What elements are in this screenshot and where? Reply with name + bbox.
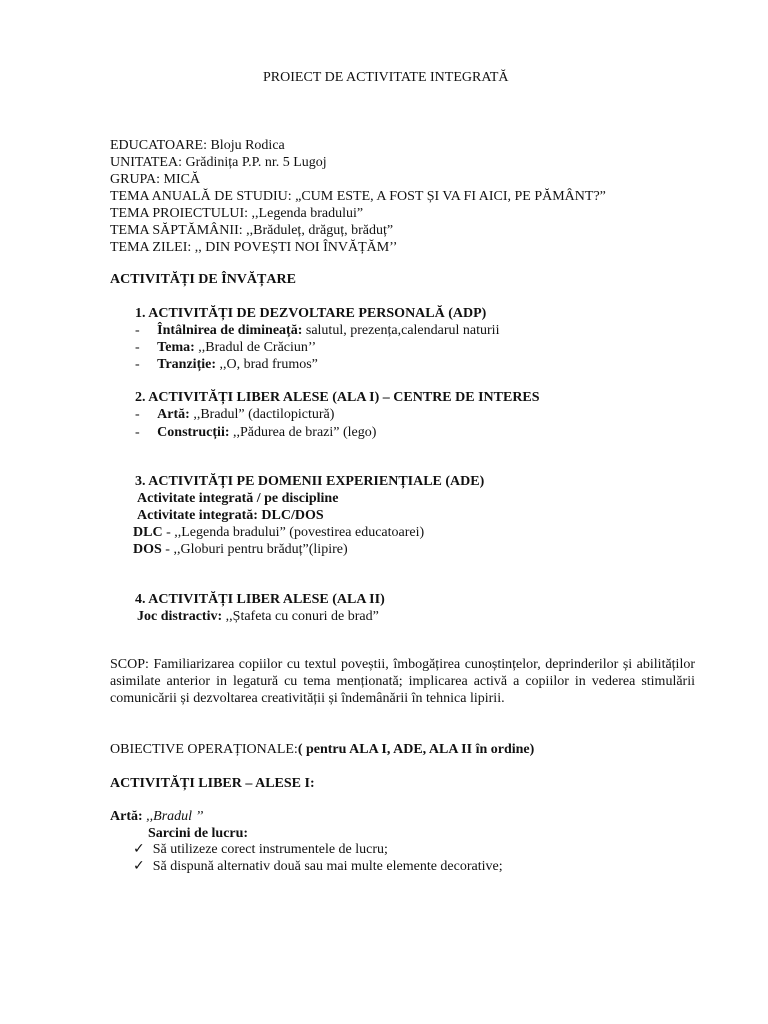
page-title: PROIECT DE ACTIVITATE INTEGRATĂ xyxy=(263,70,509,85)
task-text: Să utilizeze corect instrumentele de lucru; xyxy=(152,842,388,857)
arta-text: ,,Bradul ’’ xyxy=(142,809,204,824)
header-annual-theme: TEMA ANUALĂ DE STUDIU: „CUM ESTE, A FOST ȘI VA FI AICI, PE PĂMÂNT?” xyxy=(110,189,606,204)
item-text: ,,O, brad frumos” xyxy=(216,357,318,372)
scope-text: Familiarizarea copiilor cu textul poveștii, îmbogățirea cunoștințelor, deprinderilor și abilităților asimilate anterior in legatură cu tema menționată; implicarea activă a copiilor in vederea stimulării comunicării și dezvoltarea creativității și îndemânării în tehnica lipirii. xyxy=(110,657,696,706)
scope-paragraph xyxy=(110,656,695,707)
ala1-section-heading: ACTIVITĂȚI LIBER – ALESE I: xyxy=(110,776,315,791)
objectives-line xyxy=(110,741,534,758)
header-group: GRUPA: MICĂ xyxy=(110,172,201,187)
ade-dlc xyxy=(133,524,424,541)
list-item xyxy=(135,406,334,423)
ade-dos xyxy=(133,541,348,558)
dash: - xyxy=(135,340,158,355)
ade-line-2: Activitate integrată: DLC/DOS xyxy=(137,508,324,523)
objectives-label: OBIECTIVE OPERAȚIONALE: xyxy=(110,742,298,757)
scope-label: SCOP: xyxy=(110,657,154,672)
checkmark-icon: ✓ xyxy=(133,841,145,857)
game-text: ,,Ștafeta cu conuri de brad” xyxy=(222,609,379,624)
header-project-theme: TEMA PROIECTULUI: ,,Legenda bradului” xyxy=(110,206,364,221)
dash: - xyxy=(135,407,158,422)
task-item xyxy=(133,841,388,858)
header-week-theme: TEMA SĂPTĂMÂNII: ,,Brăduleț, drăguț, brăduț” xyxy=(110,223,394,238)
header-educator: EDUCATOARE: Bloju Rodica xyxy=(110,138,285,153)
item-label: Tema: xyxy=(157,340,195,355)
ade-heading: 3. ACTIVITĂȚI PE DOMENII EXPERIENȚIALE (ADE) xyxy=(135,474,485,489)
dos-label: DOS xyxy=(133,542,162,557)
game-label: Joc distractiv: xyxy=(137,609,223,624)
arta-label: Artă: xyxy=(110,809,143,824)
arta-line xyxy=(110,808,203,825)
item-label: Întâlnirea de dimineață: xyxy=(157,323,303,338)
item-text: salutul, prezența,calendarul naturii xyxy=(302,323,500,338)
dash: - xyxy=(135,425,158,440)
task-text: Să dispună alternativ două sau mai multe elemente decorative; xyxy=(152,859,503,874)
item-text: ,,Bradul de Crăciun’’ xyxy=(194,340,317,355)
dash: - xyxy=(135,323,158,338)
list-item xyxy=(135,424,376,441)
list-item xyxy=(135,356,318,373)
objectives-bold: ( pentru ALA I, ADE, ALA II în ordine) xyxy=(297,742,535,757)
ala2-heading: 4. ACTIVITĂȚI LIBER ALESE (ALA II) xyxy=(135,592,385,607)
section-heading: ACTIVITĂȚI DE ÎNVĂȚARE xyxy=(110,272,296,287)
item-text: ,,Pădurea de brazi” (lego) xyxy=(229,425,377,440)
dlc-label: DLC xyxy=(133,525,163,540)
task-item xyxy=(133,858,503,875)
list-item xyxy=(135,339,316,356)
header-unit: UNITATEA: Grădinița P.P. nr. 5 Lugoj xyxy=(110,155,327,170)
header-day-theme: TEMA ZILEI: ,, DIN POVEȘTI NOI ÎNVĂȚĂM’’ xyxy=(110,240,398,255)
item-text: ,,Bradul” (dactilopictură) xyxy=(189,407,335,422)
item-label: Artă: xyxy=(157,407,190,422)
adp-heading: 1. ACTIVITĂȚI DE DEZVOLTARE PERSONALĂ (ADP) xyxy=(135,306,487,321)
dos-text: - ,,Globuri pentru brăduț”(lipire) xyxy=(161,542,348,557)
dash: - xyxy=(135,357,158,372)
dlc-text: - ,,Legenda bradului” (povestirea educatoarei) xyxy=(162,525,425,540)
checkmark-icon: ✓ xyxy=(133,858,145,874)
item-label: Tranziție: xyxy=(157,357,217,372)
list-item xyxy=(135,322,499,339)
ade-line-1: Activitate integrată / pe discipline xyxy=(137,491,339,506)
ala1-heading: 2. ACTIVITĂȚI LIBER ALESE (ALA I) – CENTRE DE INTERES xyxy=(135,390,540,405)
ala2-game xyxy=(137,608,379,625)
item-label: Construcții: xyxy=(157,425,230,440)
tasks-heading: Sarcini de lucru: xyxy=(148,826,249,841)
